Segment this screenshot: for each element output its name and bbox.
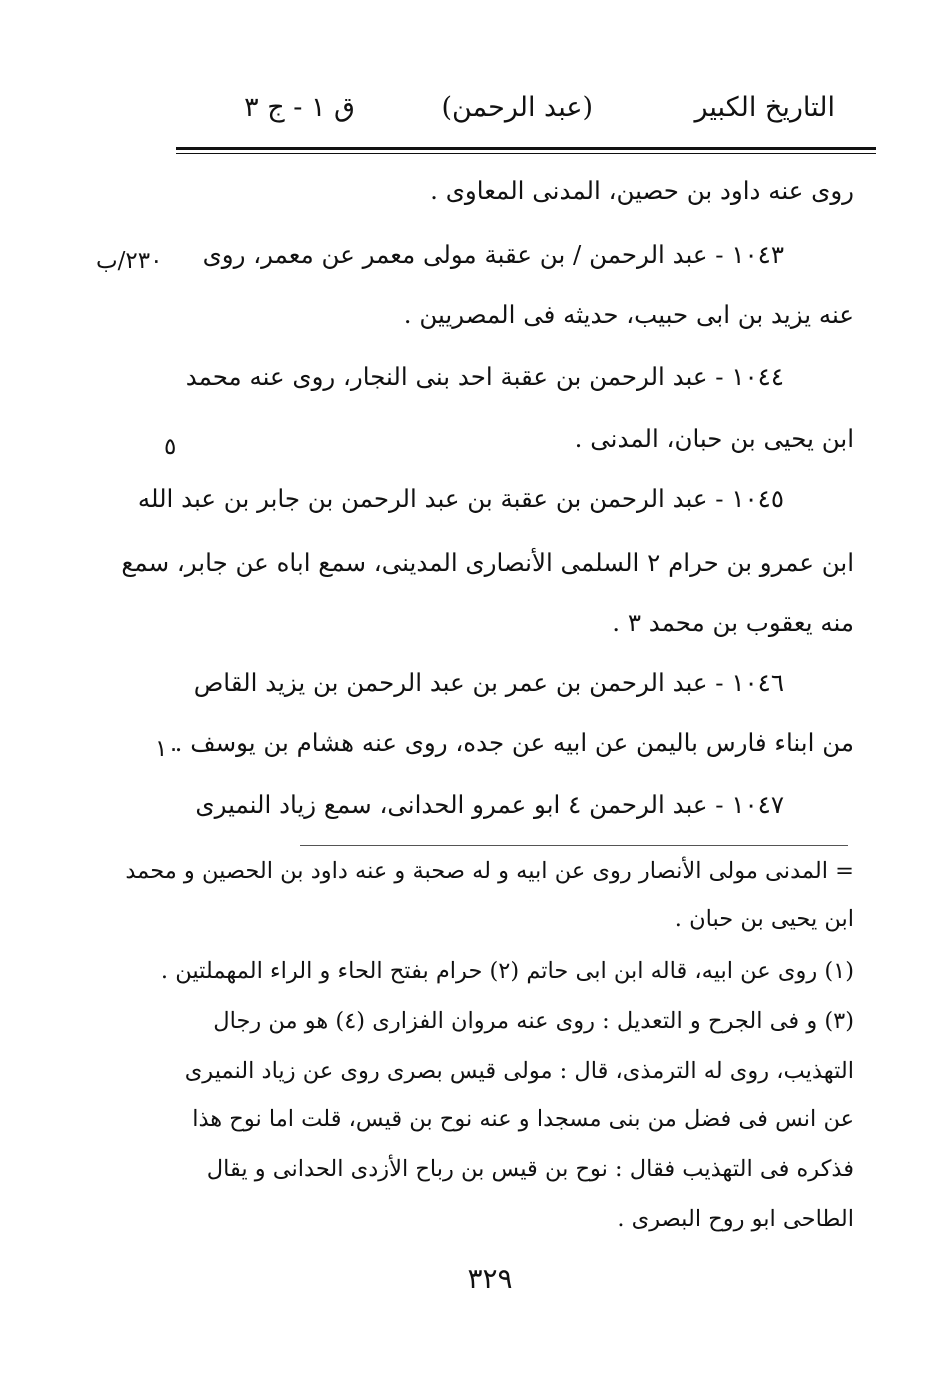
footnote-line: = المدنى مولى الأنصار روى عن ابيه و له صحبة و عنه داود بن الحصين و محمد [125, 858, 854, 884]
running-header [170, 92, 835, 138]
footnote-line: (٣) و فى الجرح و التعديل : روى عنه مروان الفزارى (٤) هو من رجال [213, 1008, 854, 1034]
body-line: روى عنه داود بن حصين، المدنى المعاوى . [430, 176, 854, 205]
footnote-line: ابن يحيى بن حبان . [674, 906, 854, 932]
footnote-line: الطاحى ابو روح البصرى . [617, 1206, 854, 1232]
line-number-10: ١٠ [155, 736, 180, 762]
body-line: ابن يحيى بن حبان، المدنى . [574, 424, 854, 453]
body-line: ابن عمرو بن حرام ٢ السلمى الأنصارى المدينى، سمع اباه عن جابر، سمع [121, 548, 854, 577]
line-number-5: ٥ [164, 434, 177, 460]
footnote-rule [300, 845, 848, 846]
entry-1047: ١٠٤٧ - عبد الرحمن ٤ ابو عمرو الحدانى، سمع زياد النميرى [195, 790, 784, 819]
folio-marker: ٢٣٠/ب [96, 248, 163, 274]
body-line: منه يعقوب بن محمد ٣ . [612, 608, 854, 637]
footnote-line: (١) روى عن ابيه، قاله ابن ابى حاتم (٢) حرام بفتح الحاء و الراء المهملتين . [160, 958, 854, 984]
volume-label: ق ١ - ج ٣ [244, 92, 355, 123]
body-line: من ابناء فارس باليمن عن ابيه عن جده، روى عنه هشام بن يوسف . [174, 728, 854, 757]
header-rule-thick [176, 147, 876, 150]
footnote-line: التهذيب، روى له الترمذى، قال : مولى قيس بصرى روى عن زياد النميرى [184, 1058, 854, 1084]
entry-1045: ١٠٤٥ - عبد الرحمن بن عقبة بن عبد الرحمن بن جابر بن عبد الله [137, 484, 784, 513]
footnote-line: فذكره فى التهذيب فقال : نوح بن قيس بن رباح الأزدى الحدانى و يقال [206, 1156, 854, 1182]
header-rule-thin [176, 153, 876, 154]
entry-1043: ١٠٤٣ - عبد الرحمن / بن عقبة مولى معمر عن معمر، روى [202, 240, 784, 269]
entry-1044: ١٠٤٤ - عبد الرحمن بن عقبة احد بنى النجار، روى عنه محمد [185, 362, 784, 391]
body-line: عنه يزيد بن ابى حبيب، حديثه فى المصريين . [403, 300, 854, 329]
section-title: (عبد الرحمن) [441, 92, 593, 123]
page-number: ٣٢٩ [467, 1262, 513, 1295]
entry-1046: ١٠٤٦ - عبد الرحمن بن عمر بن عبد الرحمن بن يزيد القاص [193, 668, 784, 697]
book-title: التاريخ الكبير [694, 92, 835, 123]
footnote-line: عن انس فى فضل من بنى مسجدا و عنه نوح بن قيس، قلت اما نوح هذا [192, 1106, 854, 1132]
